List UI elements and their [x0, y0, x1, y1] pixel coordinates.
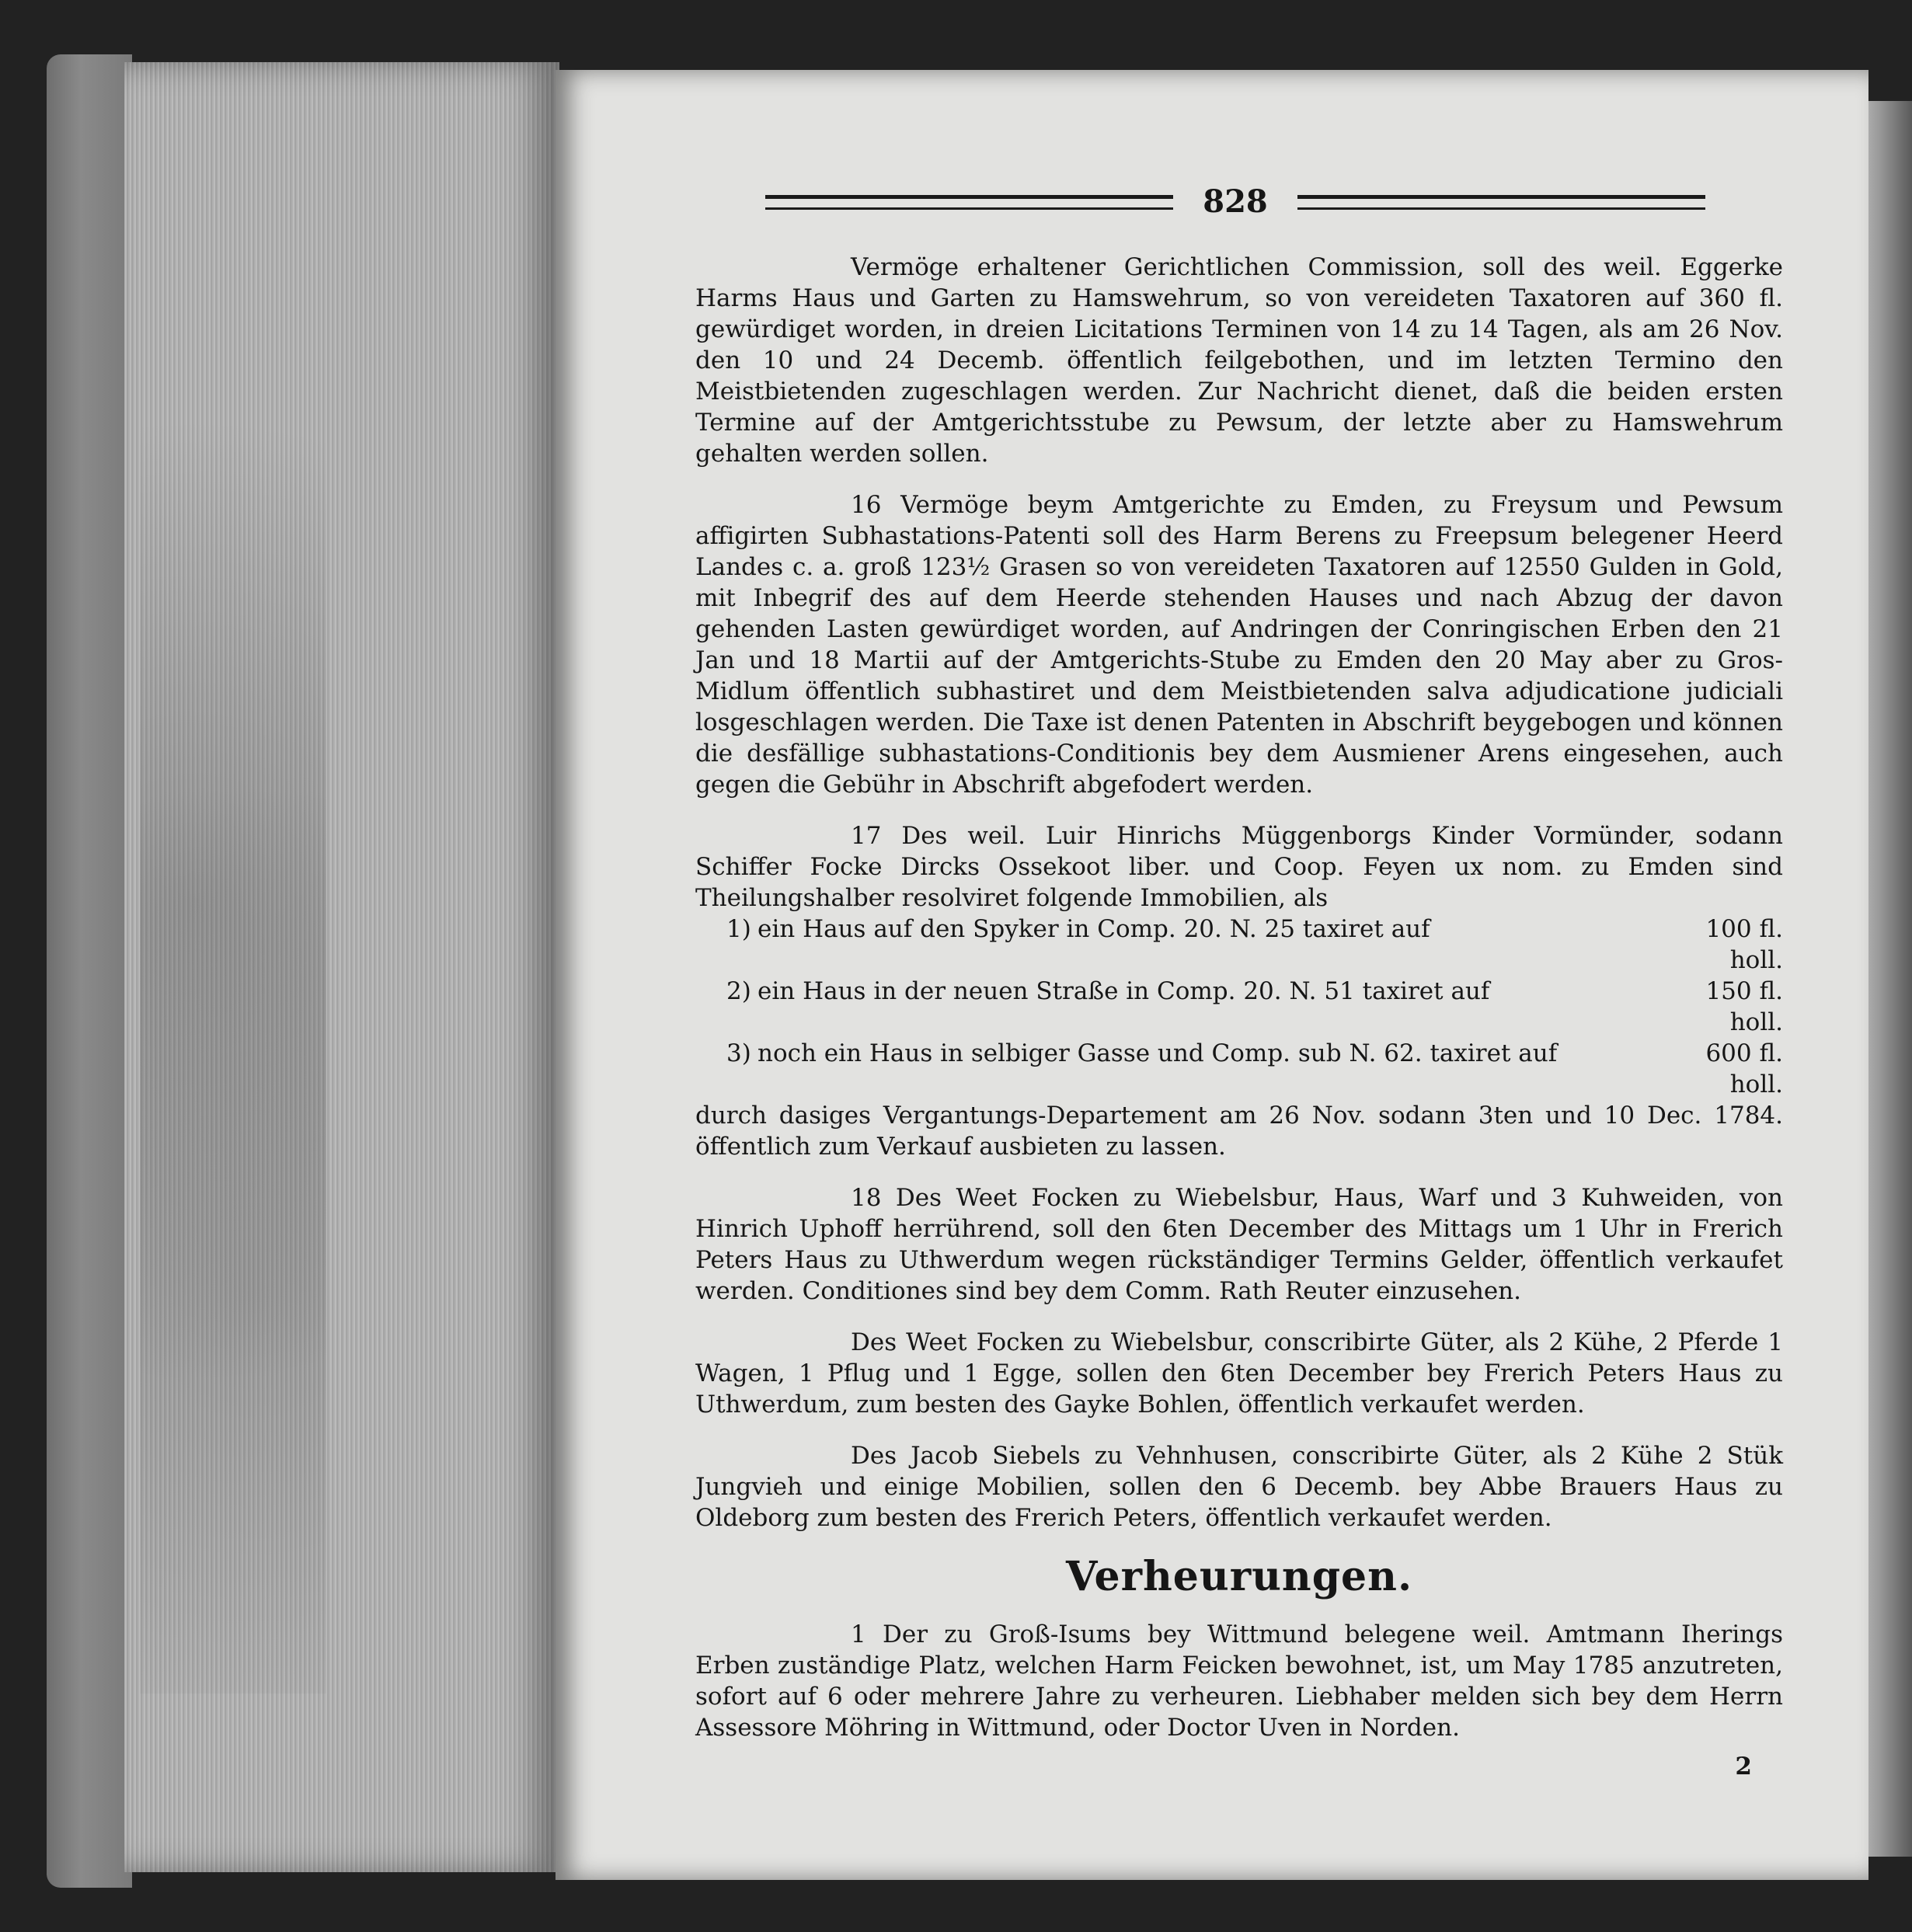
header-rule-left [765, 195, 1173, 210]
list-item-description: ein Haus in der neuen Straße in Comp. 20. N. 51 taxiret auf [757, 977, 1490, 1005]
list-item-amount: 100 fl. holl. [1705, 915, 1783, 974]
header-rule-right [1297, 195, 1705, 210]
entry-weet-paragraph: Des Weet Focken zu Wiebelsbur, conscribirte Güter, als 2 Kühe, 2 Pferde 1 Wagen, 1 Pflug und 1 Egge, sollen den 6ten December bey Frerich Peters Haus zu Uthwerdum, zum besten des Gayke Bohlen, öffentlich verkaufet werden. [695, 1328, 1783, 1419]
list-item [695, 976, 1783, 1038]
entry-jacob-paragraph: Des Jacob Siebels zu Vehnhusen, conscribirte Güter, als 2 Kühe 2 Stük Jungvieh und einige Mobilien, sollen den 6 Decemb. bey Abbe Brauers Haus zu Oldeborg zum besten des Frerich Peters, öffentlich verkaufet werden. [695, 1442, 1783, 1532]
entry-17-continuation: durch dasiges Vergantungs-Departement am 26 Nov. sodann 3ten und 10 Dec. 1784. öffentlich zum Verkauf ausbieten zu lassen. [695, 1102, 1783, 1161]
book-page [555, 70, 1868, 1880]
catchword: 2 [1735, 1753, 1752, 1781]
entry-17-paragraph: 17 Des weil. Luir Hinrichs Müggenborgs Kinder Vormünder, sodann Schiffer Focke Dircks Ossekoot liber. und Coop. Feyen ux nom. zu Emden sind Theilungshalber resolviret folgende Immobilien, als [695, 822, 1783, 912]
section-heading: Verheurungen. [1065, 1553, 1413, 1600]
page-number: 828 [1203, 183, 1268, 220]
book-cover-edge [47, 54, 132, 1888]
rental-paragraph: 1 Der zu Groß-Isums bey Wittmund belegene weil. Amtmann Iherings Erben zuständige Platz, welchen Harm Feicken bewohnet, ist, um May 1785 anzutreten, sofort auf 6 oder mehrere Jahre zu verheuren. Liebhaber melden sich bey dem Herrn Assessore Möhring in Wittmund, oder Doctor Uven in Norden. [695, 1620, 1783, 1742]
entry-16-paragraph: 16 Vermöge beym Amtgerichte zu Emden, zu Freysum und Pewsum affigirten Subhastations-Patenti soll des Harm Berens zu Freepsum belegener Heerd Landes c. a. groß 123½ Grasen so von vereideten Taxatoren auf 12550 Gulden in Gold, mit Inbegrif des auf dem Heerde stehenden Hauses und nach Abzug der davon gehenden Lasten gewürdiget worden, auf Andringen der Conringischen Erben den 21 Jan und 18 Martii auf der Amtgerichts-Stube zu Emden den 20 May aber zu Gros-Midlum öffentlich subhastiret und dem Meistbietenden salva adjudicatione judiciali losgeschlagen werden. Die Taxe ist denen Patenten in Abschrift beygebogen und können die desfällige subhastations-Conditionis bey dem Ausmiener Arens eingesehen, auch gegen die Gebühr in Abschrift abgefodert werden. [695, 491, 1783, 799]
property-list [695, 914, 1783, 1100]
list-item-amount: 600 fl. holl. [1705, 1039, 1783, 1098]
page-content [695, 183, 1783, 1782]
list-item-index: 2) [726, 977, 751, 1005]
page-header [765, 183, 1705, 220]
list-item-amount: 150 fl. holl. [1705, 977, 1783, 1036]
list-item-description: noch ein Haus in selbiger Gasse und Comp. sub N. 62. taxiret auf [757, 1039, 1558, 1067]
list-item-description: ein Haus auf den Spyker in Comp. 20. N. 25 taxiret auf [757, 915, 1430, 943]
list-item-index: 3) [726, 1039, 751, 1067]
list-item [695, 1038, 1783, 1100]
entry-18-paragraph: 18 Des Weet Focken zu Wiebelsbur, Haus, Warf und 3 Kuhweiden, von Hinrich Uphoff herrührend, soll den 6ten December des Mittags um 1 Uhr in Frerich Peters Haus zu Uthwerdum wegen rückständiger Termins Gelder, öffentlich verkaufet werden. Conditiones sind bey dem Comm. Rath Reuter einzusehen. [695, 1184, 1783, 1305]
list-item [695, 914, 1783, 976]
foxing-stains [140, 373, 326, 1694]
entry-intro-paragraph: Vermöge erhaltener Gerichtlichen Commission, soll des weil. Eggerke Harms Haus und Garten zu Hamswehrum, so von vereideten Taxatoren auf 360 fl. gewürdiget worden, in dreien Licitations Terminen von 14 zu 14 Tagen, als am 26 Nov. den 10 und 24 Decemb. öffentlich feilgebothen, und im letzten Termino den Meistbietenden zugeschlagen werden. Zur Nachricht dienet, daß die beiden ersten Termine auf der Amtgerichtsstube zu Pewsum, der letzte aber zu Hamswehrum gehalten werden sollen. [695, 253, 1783, 468]
list-item-index: 1) [726, 915, 751, 943]
page-block-edge [124, 62, 559, 1872]
